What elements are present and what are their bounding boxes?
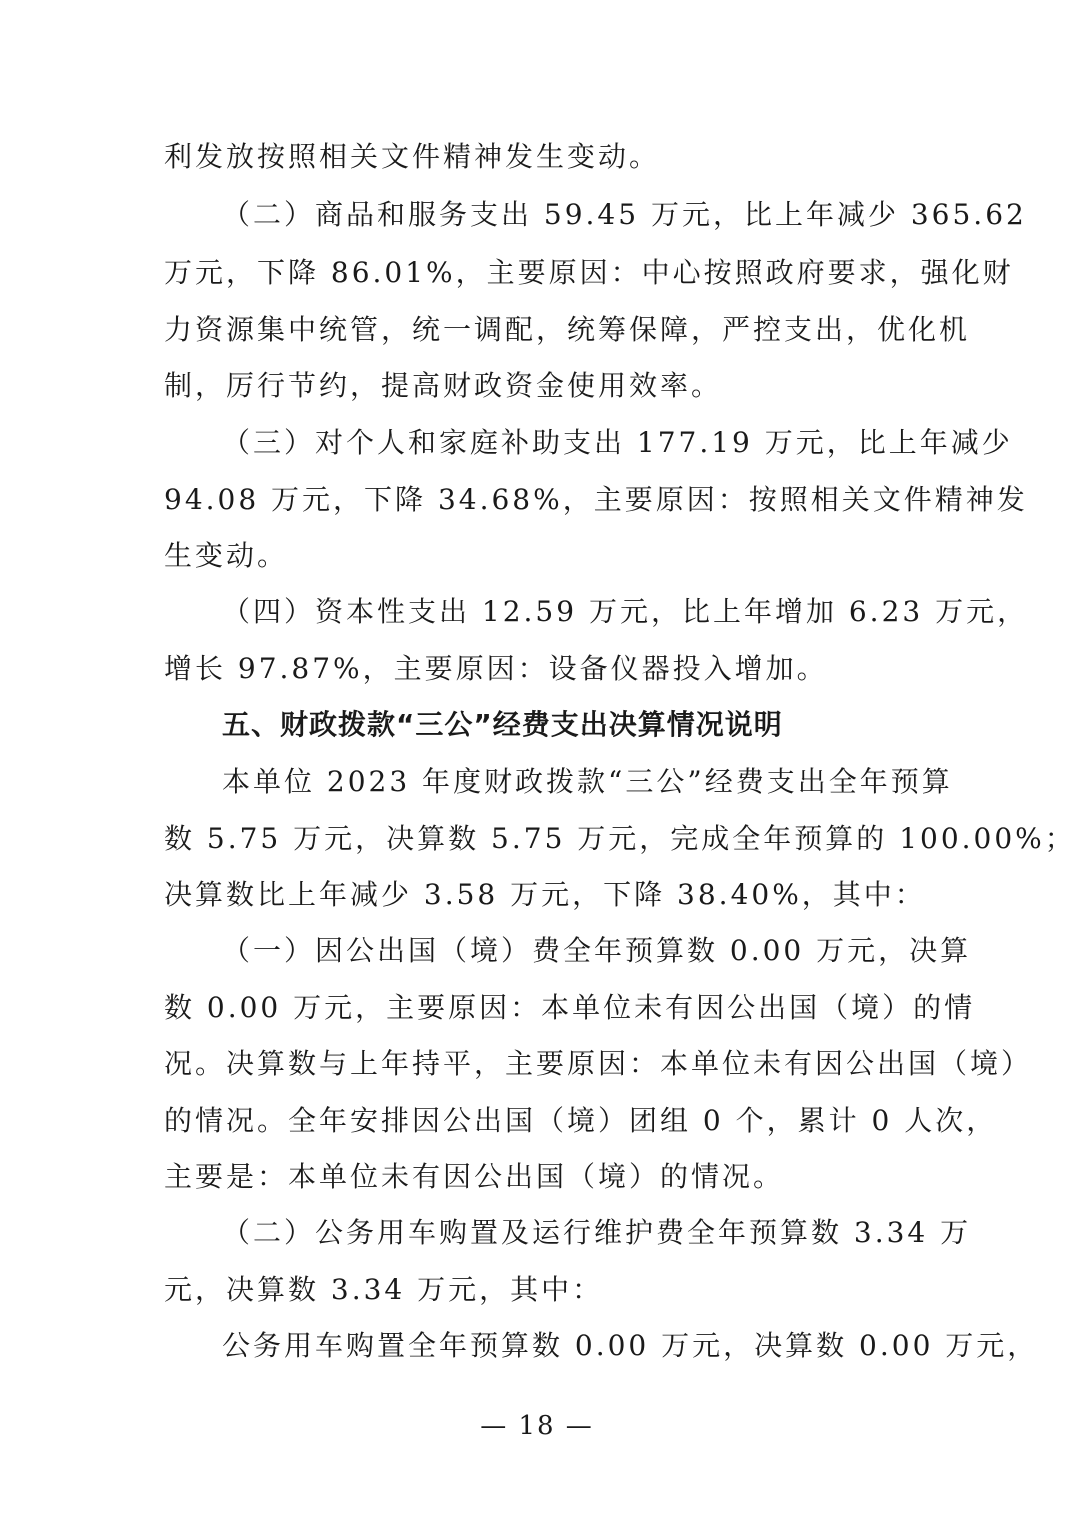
paragraph-line: 主要是：本单位未有因公出国（境）的情况。 xyxy=(164,1160,785,1193)
paragraph-line: 本单位 2023 年度财政拨款“三公”经费支出全年预算 xyxy=(222,765,953,798)
paragraph-line: 数 5.75 万元，决算数 5.75 万元，完成全年预算的 100.00%； xyxy=(164,822,1076,855)
paragraph-line: 94.08 万元，下降 34.68%，主要原因：按照相关文件精神发 xyxy=(164,483,1028,516)
paragraph-line: 制，厉行节约，提高财政资金使用效率。 xyxy=(164,369,723,402)
page-number: — 18 — xyxy=(480,1411,594,1441)
paragraph-line: 增长 97.87%，主要原因：设备仪器投入增加。 xyxy=(164,652,828,685)
paragraph-line: （二）公务用车购置及运行维护费全年预算数 3.34 万 xyxy=(222,1216,972,1249)
paragraph-line: 的情况。全年安排因公出国（境）团组 0 个，累计 0 人次， xyxy=(164,1104,998,1137)
paragraph-line: （三）对个人和家庭补助支出 177.19 万元，比上年减少 xyxy=(222,426,1013,459)
paragraph-line: 数 0.00 万元，主要原因：本单位未有因公出国（境）的情 xyxy=(164,991,976,1024)
paragraph-line: 力资源集中统管，统一调配，统筹保障，严控支出，优化机 xyxy=(164,313,971,346)
paragraph-line: （一）因公出国（境）费全年预算数 0.00 万元，决算 xyxy=(222,934,972,967)
paragraph-line: 况。决算数与上年持平，主要原因：本单位未有因公出国（境） xyxy=(164,1047,1033,1080)
paragraph-line: 决算数比上年减少 3.58 万元，下降 38.40%，其中： xyxy=(164,878,926,911)
paragraph-line: 生变动。 xyxy=(164,539,289,572)
paragraph-line: 万元，下降 86.01%，主要原因：中心按照政府要求，强化财 xyxy=(164,256,1014,289)
section-heading: 五、财政拨款“三公”经费支出决算情况说明 xyxy=(222,708,783,741)
paragraph-line: （二）商品和服务支出 59.45 万元，比上年减少 365.62 xyxy=(222,198,1027,231)
paragraph-line: 公务用车购置全年预算数 0.00 万元，决算数 0.00 万元， xyxy=(222,1329,1039,1362)
paragraph-line: （四）资本性支出 12.59 万元，比上年增加 6.23 万元， xyxy=(222,595,1029,628)
paragraph-line: 利发放按照相关文件精神发生变动。 xyxy=(164,140,661,173)
paragraph-line: 元，决算数 3.34 万元，其中： xyxy=(164,1273,604,1306)
